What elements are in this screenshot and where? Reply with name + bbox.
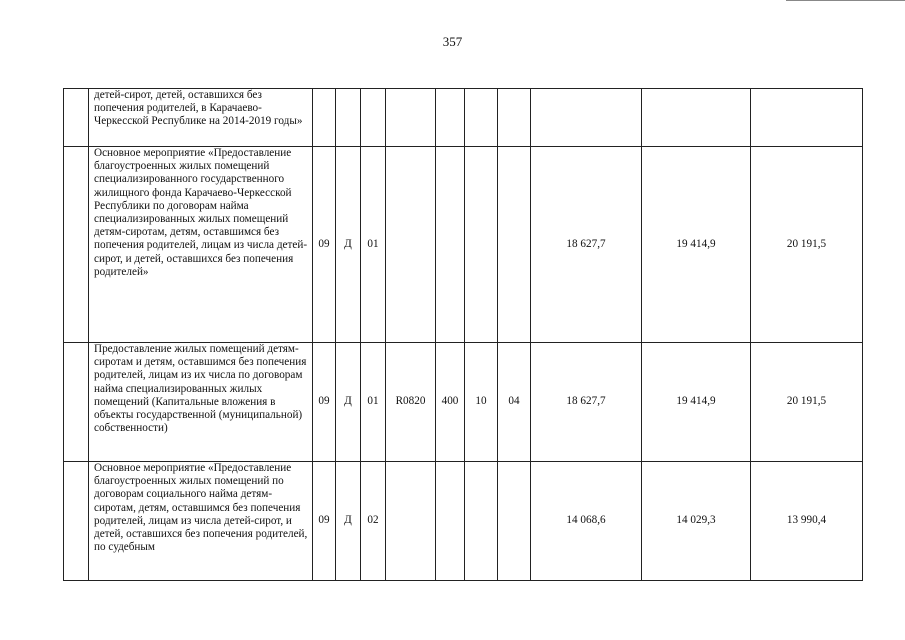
code-subprogram-cell: Д xyxy=(336,147,361,343)
code-subprogram-cell: Д xyxy=(336,462,361,581)
amount-year2-cell: 19 414,9 xyxy=(642,147,751,343)
amount-year2-cell xyxy=(642,89,751,147)
code-subsection-cell xyxy=(498,147,531,343)
code-expense-type-cell xyxy=(436,89,465,147)
amount-year1-cell: 18 627,7 xyxy=(531,343,642,462)
code-subprogram-cell xyxy=(336,89,361,147)
amount-year3-cell: 20 191,5 xyxy=(751,147,863,343)
row-number-cell xyxy=(64,147,89,343)
row-number-cell xyxy=(64,89,89,147)
code-section-cell: 10 xyxy=(465,343,498,462)
table-row xyxy=(64,343,863,462)
description-cell: Основное мероприятие «Предоставление благоустроенных жилых помещений по договорам социального найма детям-сиротам, детям, оставшимся без попечения родителей, лицам из числа детей-сирот, и детей, оставшихся без попечения родителей, по судебным xyxy=(89,462,313,581)
code-direction-cell xyxy=(386,89,436,147)
code-program-cell: 09 xyxy=(313,462,336,581)
code-activity-cell: 02 xyxy=(361,462,386,581)
row-number-cell xyxy=(64,343,89,462)
code-activity-cell: 01 xyxy=(361,147,386,343)
code-activity-cell xyxy=(361,89,386,147)
page-number: 357 xyxy=(442,34,463,49)
amount-year2-cell: 14 029,3 xyxy=(642,462,751,581)
code-expense-type-cell: 400 xyxy=(436,343,465,462)
code-subsection-cell xyxy=(498,89,531,147)
code-direction-cell: R0820 xyxy=(386,343,436,462)
code-direction-cell xyxy=(386,462,436,581)
table-row xyxy=(64,89,863,147)
code-program-cell: 09 xyxy=(313,147,336,343)
code-program-cell: 09 xyxy=(313,343,336,462)
description-cell: Основное мероприятие «Предоставление благоустроенных жилых помещений специализированного государственного жилищного фонда Карачаево-Черкесской Республики по договорам найма специализированных жилых помещений детям-сиротам, детям, оставшимся без попечения родителей, лицам из числа детей-сирот, и детей, оставшихся без попечения родителей» xyxy=(89,147,313,343)
table-row xyxy=(64,462,863,581)
table-row xyxy=(64,147,863,343)
budget-table xyxy=(63,88,863,581)
amount-year3-cell: 13 990,4 xyxy=(751,462,863,581)
amount-year1-cell: 18 627,7 xyxy=(531,147,642,343)
code-section-cell xyxy=(465,147,498,343)
code-subsection-cell xyxy=(498,462,531,581)
amount-year1-cell: 14 068,6 xyxy=(531,462,642,581)
amount-year3-cell: 20 191,5 xyxy=(751,343,863,462)
code-section-cell xyxy=(465,462,498,581)
description-cell: Предоставление жилых помещений детям-сиротам и детям, оставшимся без попечения родителей, лицам из их числа по договорам найма специализированных жилых помещений (Капитальные вложения в объекты государственной (муниципальной) собственности) xyxy=(89,343,313,462)
code-subprogram-cell: Д xyxy=(336,343,361,462)
row-number-cell xyxy=(64,462,89,581)
description-cell: детей-сирот, детей, оставшихся без попечения родителей, в Карачаево-Черкесской Республике на 2014-2019 годы» xyxy=(89,89,313,147)
code-subsection-cell: 04 xyxy=(498,343,531,462)
code-activity-cell: 01 xyxy=(361,343,386,462)
code-expense-type-cell xyxy=(436,147,465,343)
header-rule xyxy=(786,0,905,1)
code-section-cell xyxy=(465,89,498,147)
amount-year1-cell xyxy=(531,89,642,147)
code-expense-type-cell xyxy=(436,462,465,581)
code-program-cell xyxy=(313,89,336,147)
code-direction-cell xyxy=(386,147,436,343)
amount-year2-cell: 19 414,9 xyxy=(642,343,751,462)
amount-year3-cell xyxy=(751,89,863,147)
